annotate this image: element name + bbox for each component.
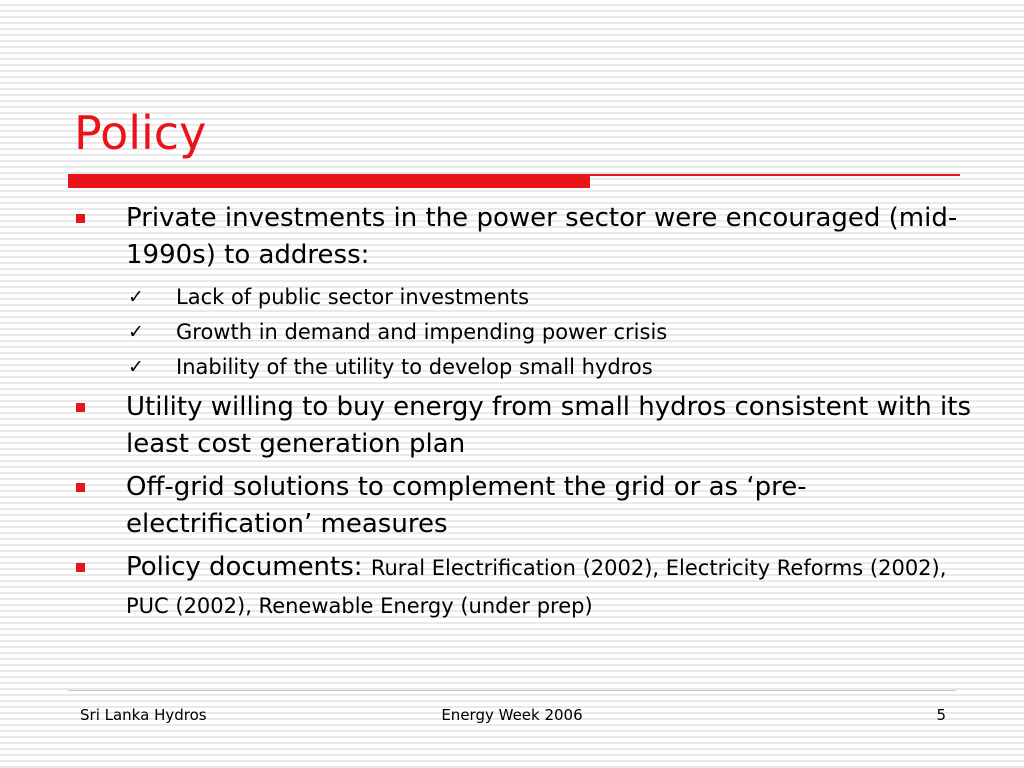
bullet-text: Off-grid solutions to complement the grid or as ‘pre-electrification’ measures <box>126 472 807 539</box>
bullet-item <box>74 389 974 463</box>
page-number: 5 <box>936 706 946 724</box>
title-rule-thin <box>590 174 960 176</box>
slide-content <box>74 200 974 631</box>
footer-center-text: Energy Week 2006 <box>441 706 583 724</box>
check-list-item <box>74 350 974 385</box>
red-square-bullet-icon <box>76 563 85 572</box>
bullet-text: Policy documents: <box>126 552 371 582</box>
bullet-item <box>74 469 974 543</box>
red-square-bullet-icon <box>76 483 85 492</box>
red-square-bullet-icon <box>76 403 85 412</box>
check-sublist <box>74 280 974 385</box>
bullet-detail-text: Rural Electrification (2002), Electricity Reforms (2002), PUC (2002), Renewable Energy (under prep) <box>126 556 947 618</box>
check-mark-icon: ✓ <box>128 286 144 308</box>
bullet-text: Utility willing to buy energy from small hydros consistent with its least cost generation plan <box>126 392 972 459</box>
check-list-item <box>74 315 974 350</box>
title-rule-thick <box>68 174 590 188</box>
footer-left-text: Sri Lanka Hydros <box>80 706 207 724</box>
check-item-text: Growth in demand and impending power crisis <box>176 320 668 344</box>
bullet-text: Private investments in the power sector were encouraged (mid-1990s) to address: <box>126 203 958 270</box>
bullet-item <box>74 549 974 625</box>
check-list-item <box>74 280 974 315</box>
check-mark-icon: ✓ <box>128 356 144 378</box>
slide-title: Policy <box>74 106 207 160</box>
footer-divider <box>68 690 956 691</box>
check-mark-icon: ✓ <box>128 321 144 343</box>
check-item-text: Lack of public sector investments <box>176 285 530 309</box>
red-square-bullet-icon <box>76 214 85 223</box>
check-item-text: Inability of the utility to develop small hydros <box>176 355 653 379</box>
bullet-item <box>74 200 974 274</box>
